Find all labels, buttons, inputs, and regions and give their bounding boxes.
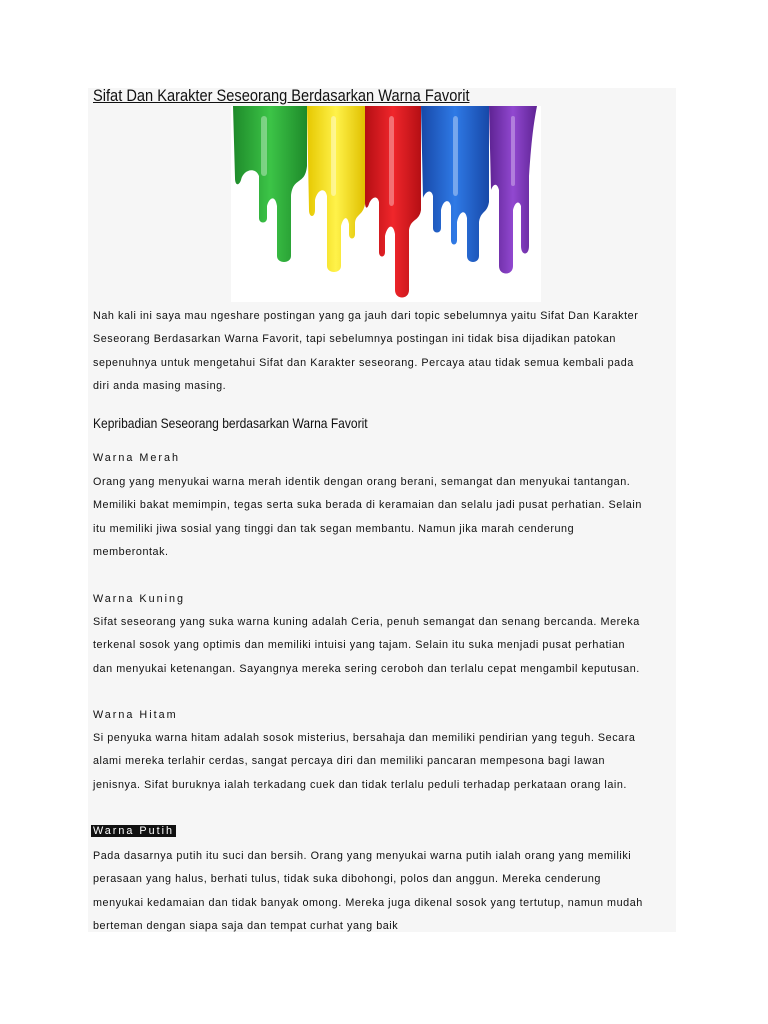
intro-line: Nah kali ini saya mau ngeshare postingan yang ga jauh dari topic sebelumnya yaitu Sifat Dan Karakter bbox=[93, 310, 639, 322]
paragraph-line: alami mereka terlahir cerdas, sangat percaya diri dan memiliki pancaran mempesona bagi lawan bbox=[93, 755, 606, 768]
paragraph-line: jenisnya. Sifat buruknya ialah terkadang cuek dan tidak terlalu peduli terhadap perkataan orang lain. bbox=[93, 778, 627, 791]
paragraph-line: itu memiliki jiwa sosial yang tinggi dan tak segan membantu. Namun jika marah cenderung bbox=[93, 522, 575, 535]
section-label-merah: Warna Merah bbox=[93, 452, 181, 464]
paragraph-line: menyukai kedamaian dan tidak banyak omong. Mereka juga dikenal sosok yang tertutup, namun mudah bbox=[93, 896, 643, 909]
paragraph-line: perasaan yang halus, berhati tulus, tidak suka dibohongi, polos dan anggun. Mereka cenderung bbox=[93, 873, 601, 886]
document-title: Sifat Dan Karakter Seseorang Berdasarkan Warna Favorit bbox=[93, 86, 470, 105]
paragraph-line: Memiliki bakat memimpin, tegas serta suka berada di keramaian dan selalu jadi pusat perhatian. Selain bbox=[93, 499, 642, 512]
paragraph-line: berteman dengan siapa saja dan tempat curhat yang baik bbox=[93, 919, 399, 932]
paragraph-line: dan menyukai ketenangan. Sayangnya mereka sering ceroboh dan terlalu cepat mengambil keputusan. bbox=[93, 662, 640, 675]
section-paragraph-kuning bbox=[93, 611, 683, 681]
dripping-paint-image bbox=[231, 106, 541, 302]
section-paragraph-merah bbox=[93, 471, 683, 564]
green-paint-drip bbox=[233, 106, 307, 262]
intro-line: diri anda masing masing. bbox=[93, 379, 227, 392]
paragraph-line: Sifat seseorang yang suka warna kuning adalah Ceria, penuh semangat dan senang bercanda. Mereka bbox=[93, 616, 640, 628]
paragraph-line: terkenal sosok yang optimis dan memiliki intuisi yang tajam. Selain itu suka menjadi pusat perhatian bbox=[93, 639, 626, 652]
paragraph-line: Pada dasarnya putih itu suci dan bersih. Orang yang menyukai warna putih ialah orang yang memiliki bbox=[93, 850, 632, 862]
section-paragraph-hitam bbox=[93, 727, 683, 797]
paragraph-line: Si penyuka warna hitam adalah sosok misterius, bersahaja dan memiliki pendirian yang teguh. Secara bbox=[93, 732, 636, 744]
intro-paragraph bbox=[93, 305, 683, 398]
section-label-hitam: Warna Hitam bbox=[93, 709, 178, 721]
section-paragraph-putih bbox=[93, 845, 683, 938]
section-label-putih: Warna Putih bbox=[93, 825, 175, 837]
paragraph-line: memberontak. bbox=[93, 545, 169, 558]
paragraph-line: Orang yang menyukai warna merah identik dengan orang berani, semangat dan menyukai tantangan. bbox=[93, 476, 631, 488]
intro-line: sepenuhnya untuk mengetahui Sifat dan Karakter seseorang. Percaya atau tidak semua kembali pada bbox=[93, 356, 634, 369]
paint-drips-svg bbox=[231, 106, 541, 302]
section-heading: Kepribadian Seseorang berdasarkan Warna Favorit bbox=[93, 415, 368, 431]
intro-line: Seseorang Berdasarkan Warna Favorit, tapi sebelumnya postingan ini tidak bisa dijadikan patokan bbox=[93, 333, 616, 346]
section-label-kuning: Warna Kuning bbox=[93, 593, 186, 605]
